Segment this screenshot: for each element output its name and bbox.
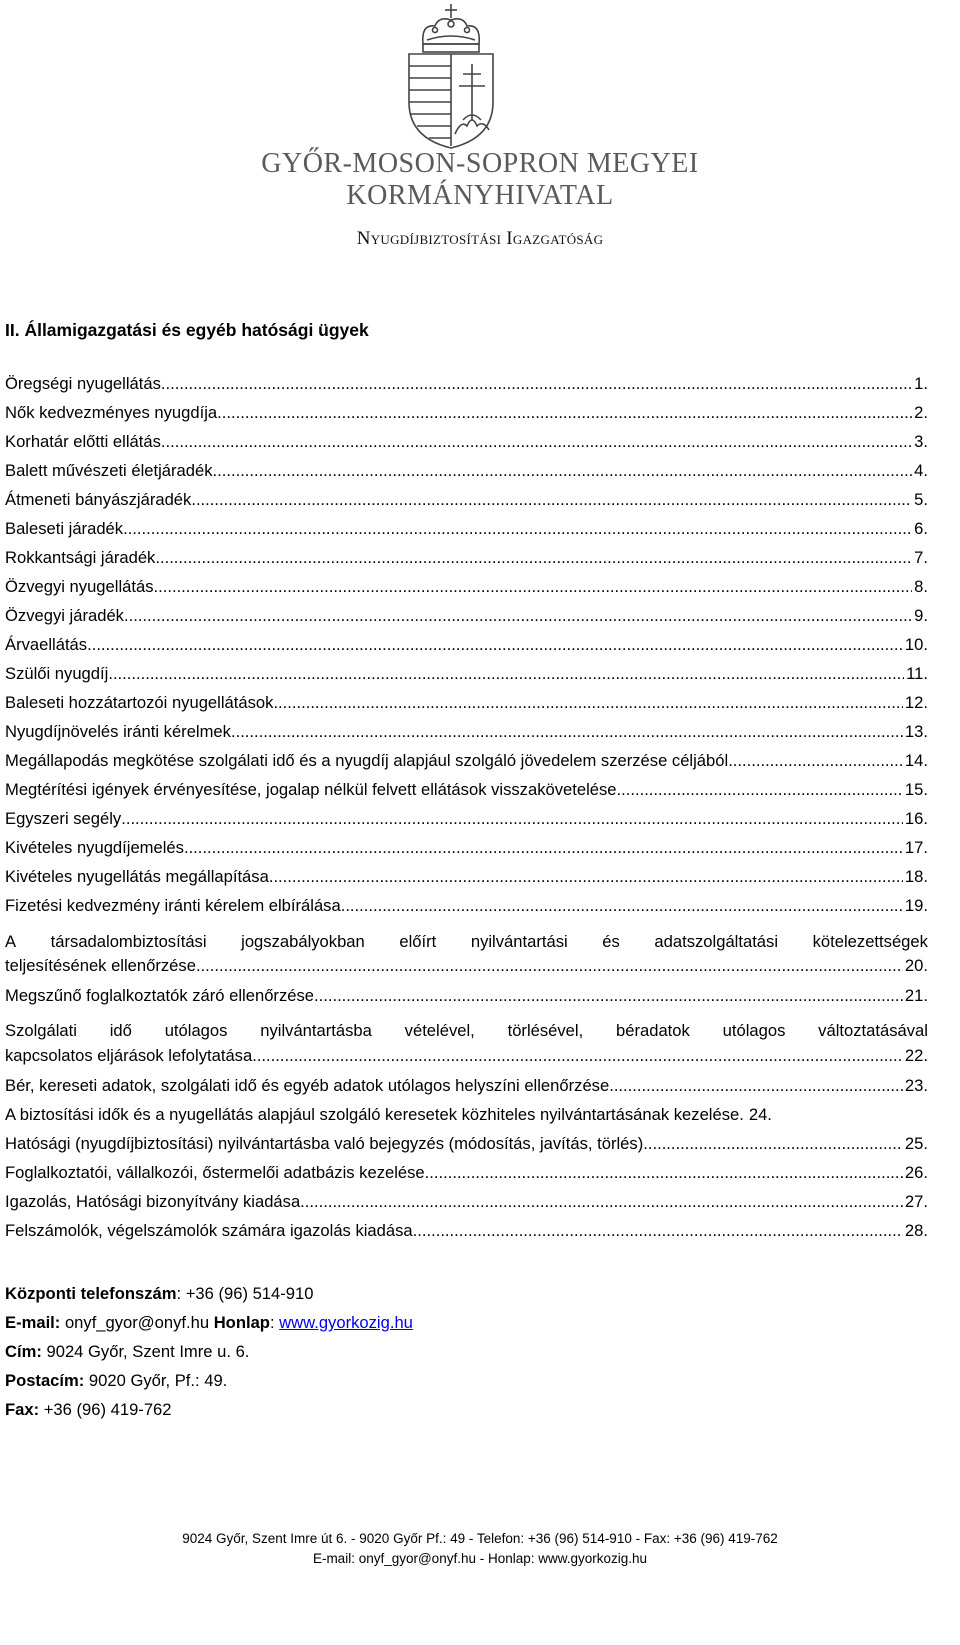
- toc-entry-number: 7.: [914, 548, 928, 567]
- website-link[interactable]: www.gyorkozig.hu: [279, 1313, 413, 1332]
- toc-entry: [5, 393, 928, 423]
- toc-leader-dots: [314, 986, 903, 1006]
- toc-leader-dots: [108, 664, 904, 684]
- toc-leader-dots: [643, 1134, 903, 1154]
- toc-leader-dots: [123, 519, 912, 539]
- toc-entry-label: Kivételes nyugdíjemelés: [5, 838, 184, 857]
- contact-address-label: Cím:: [5, 1342, 42, 1361]
- toc-entry: [5, 567, 928, 597]
- contact-email-value: onyf_gyor@onyf.hu: [60, 1313, 214, 1332]
- toc-entry-number: 8.: [914, 577, 928, 596]
- toc-entry: [5, 770, 928, 800]
- toc-entry-label: Árvaellátás: [5, 635, 88, 654]
- toc-entry: [5, 625, 928, 655]
- toc-leader-dots: [121, 809, 903, 829]
- toc-entry-label: Baleseti járadék: [5, 519, 124, 538]
- toc-entry-label: Igazolás, Hatósági bizonyítvány kiadása: [5, 1192, 301, 1211]
- coat-of-arms-logo: [399, 2, 503, 150]
- toc-entry: [5, 886, 928, 916]
- toc-leader-dots: [161, 432, 912, 452]
- toc-entry-label: Szülői nyugdíj: [5, 664, 109, 683]
- toc-entry: [5, 480, 928, 510]
- toc-entry-number: 24.: [748, 1105, 772, 1124]
- contact-postal-label: Postacím:: [5, 1371, 85, 1390]
- toc-entry: [5, 509, 928, 539]
- toc-entry-number: 1.: [914, 374, 928, 393]
- toc-leader-dots: [300, 1192, 903, 1212]
- toc-entry-number: 2.: [914, 403, 928, 422]
- toc-entry-label: Öregségi nyugellátás: [5, 374, 161, 393]
- contact-phone: [5, 1284, 313, 1304]
- toc-leader-dots: [87, 635, 903, 655]
- toc-entry-label: Átmeneti bányászjáradék: [5, 490, 192, 509]
- toc-leader-dots: [124, 606, 912, 626]
- toc-entry: [5, 828, 928, 858]
- toc-entry-label: Bér, kereseti adatok, szolgálati idő és egyéb adatok utólagos helyszíni ellenőrzése: [5, 1076, 610, 1095]
- toc-entry-number: 3.: [914, 432, 928, 451]
- toc-entry-label: Megtérítési igények érvényesítése, jogalap nélkül felvett ellátások visszakövetelése: [5, 780, 617, 799]
- contact-web-separator: :: [269, 1313, 280, 1332]
- toc-leader-dots: [617, 780, 903, 800]
- toc-entry-label: Balett művészeti életjáradék: [5, 461, 213, 480]
- toc-entry: [5, 538, 928, 568]
- contact-address-value: 9024 Győr, Szent Imre u. 6.: [41, 1342, 250, 1361]
- toc-entry-number: 26.: [904, 1163, 928, 1182]
- toc-entry: [5, 741, 928, 771]
- toc-entry: [5, 422, 928, 452]
- toc-leader-dots: [196, 956, 903, 976]
- toc-entry-first-line: Szolgálati idő utólagos nyilvántartásba vételével, törlésével, béradatok utólagos változtatásával: [5, 1021, 928, 1040]
- contact-postal-value: 9020 Győr, Pf.: 49.: [84, 1371, 228, 1390]
- toc-entry-label: Kivételes nyugellátás megállapítása: [5, 867, 269, 886]
- toc-leader-dots: [413, 1221, 903, 1241]
- toc-entry-label: Felszámolók, végelszámolók számára igazolás kiadása: [5, 1221, 413, 1240]
- toc-entry-number: 17.: [904, 838, 928, 857]
- contact-postal: [5, 1371, 227, 1391]
- toc-entry-label: A biztosítási idők és a nyugellátás alapjául szolgáló keresetek közhiteles nyilvántartásának kezelése.: [5, 1105, 744, 1124]
- toc-entry-first-line: A társadalombiztosítási jogszabályokban előírt nyilvántartási és adatszolgáltatási kötelezettségek: [5, 932, 928, 951]
- organization-name-line1: GYŐR-MOSON-SOPRON MEGYEI: [261, 148, 699, 179]
- toc-leader-dots: [273, 693, 902, 713]
- toc-leader-dots: [231, 722, 903, 742]
- toc-entry-number: 4.: [914, 461, 928, 480]
- toc-entry-label: Nők kedvezményes nyugdíja: [5, 403, 218, 422]
- contact-email-web: [5, 1313, 413, 1333]
- toc-entry-number: 6.: [914, 519, 928, 538]
- toc-entry-label: Fizetési kedvezmény iránti kérelem elbírálása: [5, 896, 341, 915]
- toc-leader-dots: [213, 461, 913, 481]
- toc-entry-label: Rokkantsági járadék: [5, 548, 156, 567]
- toc-entry-number: 19.: [904, 896, 928, 915]
- toc-entry: [5, 364, 928, 394]
- toc-entry: [5, 654, 928, 684]
- toc-entry-label: Nyugdíjnövelés iránti kérelmek: [5, 722, 231, 741]
- toc-entry-number: 15.: [904, 780, 928, 799]
- toc-leader-dots: [154, 577, 913, 597]
- toc-leader-dots: [217, 403, 912, 423]
- toc-entry-number: 10.: [904, 635, 928, 654]
- toc-entry-label: Megszűnő foglalkoztatók záró ellenőrzése: [5, 986, 315, 1005]
- toc-entry-number: 13.: [904, 722, 928, 741]
- toc-leader-dots: [252, 1046, 903, 1066]
- toc-entry: [5, 857, 928, 887]
- contact-phone-value: : +36 (96) 514-910: [176, 1284, 314, 1303]
- toc-entry: [5, 712, 928, 742]
- toc-entry-number: 18.: [904, 867, 928, 886]
- toc-entry-label: teljesítésének ellenőrzése: [5, 956, 196, 975]
- footer-contact-line: E-mail: onyf_gyor@onyf.hu - Honlap: www.gyorkozig.hu: [312, 1551, 648, 1566]
- toc-entry-label: Özvegyi nyugellátás: [5, 577, 154, 596]
- toc-entry-number: 12.: [904, 693, 928, 712]
- contact-email-label: E-mail:: [5, 1313, 61, 1332]
- toc-entry: [5, 683, 928, 713]
- section-title: II. Államigazgatási és egyéb hatósági ügyek: [5, 320, 369, 340]
- toc-entry-number: 11.: [906, 664, 928, 683]
- toc-entry: [5, 1211, 928, 1241]
- toc-entry-label: Egyszeri segély: [5, 809, 122, 828]
- toc-entry-label: Foglalkoztatói, vállalkozói, őstermelői adatbázis kezelése: [5, 1163, 425, 1182]
- toc-leader-dots: [269, 867, 903, 887]
- toc-entry: [5, 1182, 928, 1212]
- toc-entry-number: 20.: [904, 956, 928, 975]
- contact-address: [5, 1342, 249, 1362]
- toc-entry: [5, 799, 928, 829]
- toc-entry-number: 16.: [904, 809, 928, 828]
- toc-entry: [5, 1095, 928, 1125]
- toc-entry-number: 9.: [914, 606, 928, 625]
- toc-entry-number: 25.: [904, 1134, 928, 1153]
- toc-leader-dots: [425, 1163, 903, 1183]
- toc-entry-label: Hatósági (nyugdíjbiztosítási) nyilvántartásba való bejegyzés (módosítás, javítás, törlés): [5, 1134, 644, 1153]
- department-name: Nyugdíjbiztosítási Igazgatóság: [356, 228, 604, 249]
- toc-entry: [5, 451, 928, 481]
- contact-phone-label: Központi telefonszám: [5, 1284, 177, 1303]
- toc-entry: [5, 596, 928, 626]
- toc-entry: [5, 1124, 928, 1154]
- toc-entry-label: Korhatár előtti ellátás: [5, 432, 161, 451]
- toc-leader-dots: [161, 374, 912, 394]
- toc-leader-dots: [184, 838, 903, 858]
- toc-entry-label: Megállapodás megkötése szolgálati idő és a nyugdíj alapjául szolgáló jövedelem szerzése céljából: [5, 751, 729, 770]
- contact-fax-label: Fax:: [5, 1400, 40, 1419]
- toc-entry: [5, 976, 928, 1006]
- toc-entry-label: kapcsolatos eljárások lefolytatása: [5, 1046, 253, 1065]
- organization-name-line2: KORMÁNYHIVATAL: [346, 180, 614, 211]
- toc-entry-number: 14.: [904, 751, 928, 770]
- toc-entry-label: Baleseti hozzátartozói nyugellátások: [5, 693, 274, 712]
- toc-leader-dots: [191, 490, 912, 510]
- toc-entry-number: 22.: [904, 1046, 928, 1065]
- toc-entry-label: Özvegyi járadék: [5, 606, 124, 625]
- contact-web-label: Honlap: [213, 1313, 270, 1332]
- toc-entry-number: 23.: [904, 1076, 928, 1095]
- toc-entry: [5, 1153, 928, 1183]
- toc-entry-number: 27.: [904, 1192, 928, 1211]
- toc-leader-dots: [155, 548, 912, 568]
- toc-leader-dots: [728, 751, 903, 771]
- toc-entry-number: 5.: [914, 490, 928, 509]
- toc-entry: [5, 1036, 928, 1066]
- toc-entry: [5, 1066, 928, 1096]
- toc-entry-number: 21.: [904, 986, 928, 1005]
- toc-leader-dots: [341, 896, 903, 916]
- toc-entry-number: 28.: [904, 1221, 928, 1240]
- toc-entry: [5, 946, 928, 976]
- contact-fax: [5, 1400, 172, 1420]
- footer-address-line: 9024 Győr, Szent Imre út 6. - 9020 Győr Pf.: 49 - Telefon: +36 (96) 514-910 - Fax: +36 (96) 419-762: [182, 1531, 778, 1546]
- toc-leader-dots: [609, 1076, 903, 1096]
- contact-fax-value: +36 (96) 419-762: [39, 1400, 172, 1419]
